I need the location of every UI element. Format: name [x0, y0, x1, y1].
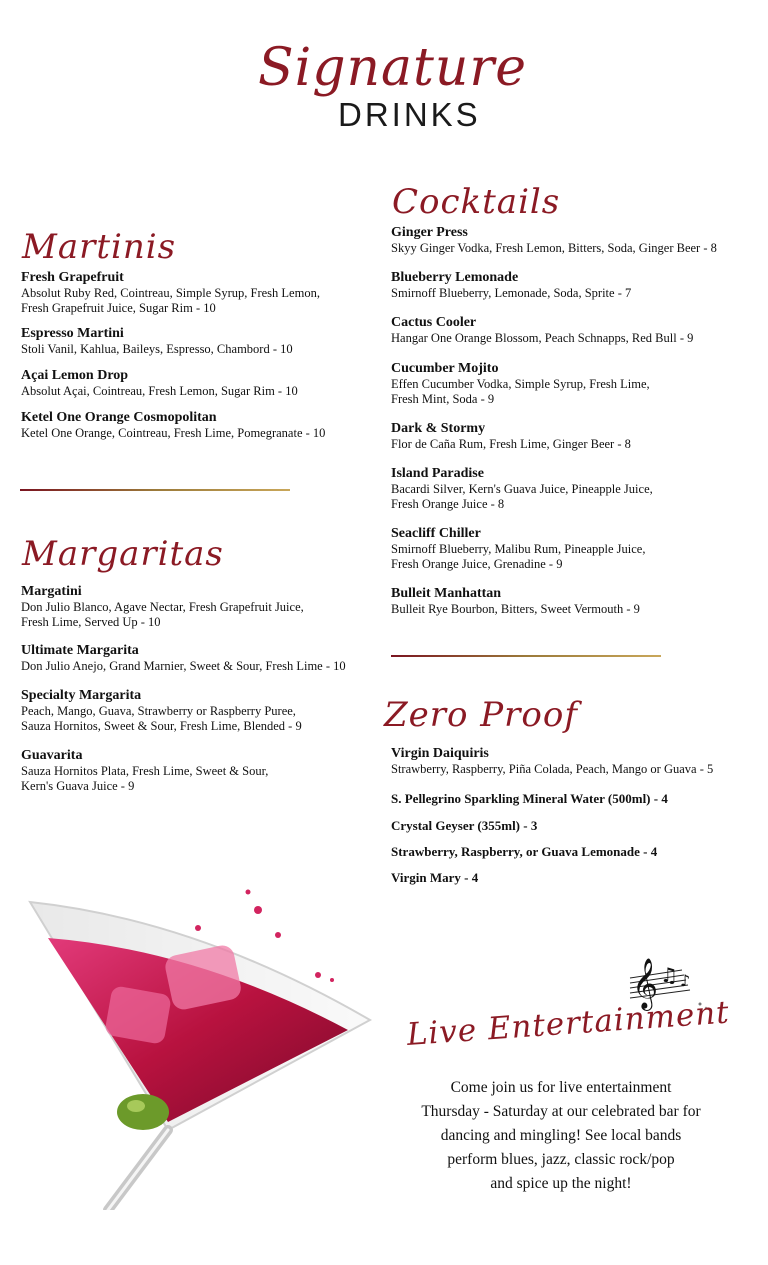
item-name: Island Paradise [391, 466, 484, 481]
item-name: Espresso Martini [21, 326, 124, 341]
item-desc: Bacardi Silver, Kern's Guava Juice, Pineapple Juice, Fresh Orange Juice - 8 [391, 482, 653, 511]
svg-text:𝄞: 𝄞 [632, 958, 659, 1009]
item-name: Cucumber Mojito [391, 361, 499, 376]
item-name: Ginger Press [391, 225, 468, 240]
item-desc: Absolut Ruby Red, Cointreau, Simple Syrup, Fresh Lemon, Fresh Grapefruit Juice, Sugar Rim - 10 [21, 286, 320, 315]
zero-proof-item: Virgin Mary - 4 [391, 870, 479, 885]
item-name: Margatini [21, 584, 82, 599]
menu-item [21, 368, 298, 399]
item-desc: Smirnoff Blueberry, Malibu Rum, Pineapple Juice, Fresh Orange Juice, Grenadine - 9 [391, 542, 646, 571]
item-desc: Don Julio Anejo, Grand Marnier, Sweet & Sour, Fresh Lime - 10 [21, 659, 346, 673]
menu-item [21, 688, 302, 734]
menu-item [391, 361, 650, 407]
item-desc: Skyy Ginger Vodka, Fresh Lemon, Bitters, Soda, Ginger Beer - 8 [391, 241, 717, 255]
zero-proof-item: S. Pellegrino Sparkling Mineral Water (500ml) - 4 [391, 791, 668, 806]
menu-item [21, 584, 304, 630]
menu-item [21, 410, 325, 441]
svg-text:♫: ♫ [660, 963, 678, 987]
menu-item [391, 270, 631, 301]
item-name: Virgin Daiquiris [391, 746, 489, 761]
live-line: and spice up the night! [490, 1175, 632, 1192]
item-name: Ultimate Margarita [21, 643, 139, 658]
item-name: Specialty Margarita [21, 688, 142, 703]
item-desc: Bulleit Rye Bourbon, Bitters, Sweet Vermouth - 9 [391, 602, 640, 616]
item-name: Açai Lemon Drop [21, 368, 129, 383]
live-line: Come join us for live entertainment [450, 1079, 672, 1096]
menu-item [21, 748, 268, 794]
margaritas-heading: Margaritas [22, 534, 224, 574]
live-line: Thursday - Saturday at our celebrated bar for [421, 1103, 701, 1120]
item-name: Ketel One Orange Cosmopolitan [21, 410, 217, 425]
cocktails-heading: Cocktails [392, 182, 561, 222]
title-caps: DRINKS [338, 96, 481, 133]
item-name: Cactus Cooler [391, 315, 477, 330]
svg-text:♪: ♪ [680, 971, 691, 990]
item-desc: Don Julio Blanco, Agave Nectar, Fresh Grapefruit Juice, Fresh Lime, Served Up - 10 [21, 600, 304, 629]
live-entertainment-heading: Live Entertainment [405, 994, 731, 1053]
item-desc: Sauza Hornitos Plata, Fresh Lime, Sweet & Sour, Kern's Guava Juice - 9 [21, 764, 269, 793]
item-name: Dark & Stormy [391, 421, 486, 436]
divider [391, 655, 661, 657]
item-name: Blueberry Lemonade [391, 270, 519, 285]
item-name: Bulleit Manhattan [391, 586, 502, 601]
item-desc: Flor de Caña Rum, Fresh Lime, Ginger Beer - 8 [391, 437, 631, 451]
menu-item [391, 225, 717, 256]
menu-item [391, 421, 631, 452]
menu-item [21, 326, 293, 357]
item-desc: Absolut Açai, Cointreau, Fresh Lemon, Sugar Rim - 10 [21, 384, 298, 398]
menu-item [391, 746, 713, 777]
title-script: Signature [258, 38, 528, 98]
live-entertainment-text [396, 1076, 726, 1196]
martinis-heading: Martinis [22, 227, 177, 267]
menu-item [391, 466, 653, 512]
martini-glass-illustration [18, 880, 388, 1210]
item-desc: Smirnoff Blueberry, Lemonade, Soda, Sprite - 7 [391, 286, 632, 300]
item-name: Guavarita [21, 748, 83, 763]
item-name: Seacliff Chiller [391, 526, 481, 541]
item-desc: Strawberry, Raspberry, Piña Colada, Peach, Mango or Guava - 5 [391, 762, 714, 776]
live-line: perform blues, jazz, classic rock/pop [447, 1151, 675, 1168]
item-name: Fresh Grapefruit [21, 270, 124, 285]
menu-item [391, 586, 640, 617]
zero-proof-item: Crystal Geyser (355ml) - 3 [391, 818, 538, 833]
divider [20, 489, 290, 491]
menu-item [391, 526, 645, 572]
live-line: dancing and mingling! See local bands [440, 1127, 682, 1144]
item-desc: Effen Cucumber Vodka, Simple Syrup, Fresh Lime, Fresh Mint, Soda - 9 [391, 377, 650, 406]
zero-proof-heading: Zero Proof [384, 695, 578, 735]
menu-item [21, 270, 320, 316]
zero-proof-item: Strawberry, Raspberry, or Guava Lemonade - 4 [391, 844, 658, 859]
menu-item [21, 643, 346, 674]
menu-item [391, 315, 693, 346]
item-desc: Stoli Vanil, Kahlua, Baileys, Espresso, Chambord - 10 [21, 342, 293, 356]
item-desc: Ketel One Orange, Cointreau, Fresh Lime, Pomegranate - 10 [21, 426, 326, 440]
item-desc: Hangar One Orange Blossom, Peach Schnapps, Red Bull - 9 [391, 331, 694, 345]
item-desc: Peach, Mango, Guava, Strawberry or Raspberry Puree, Sauza Hornitos, Sweet & Sour, Fresh Lime, Blended - 9 [21, 704, 302, 733]
